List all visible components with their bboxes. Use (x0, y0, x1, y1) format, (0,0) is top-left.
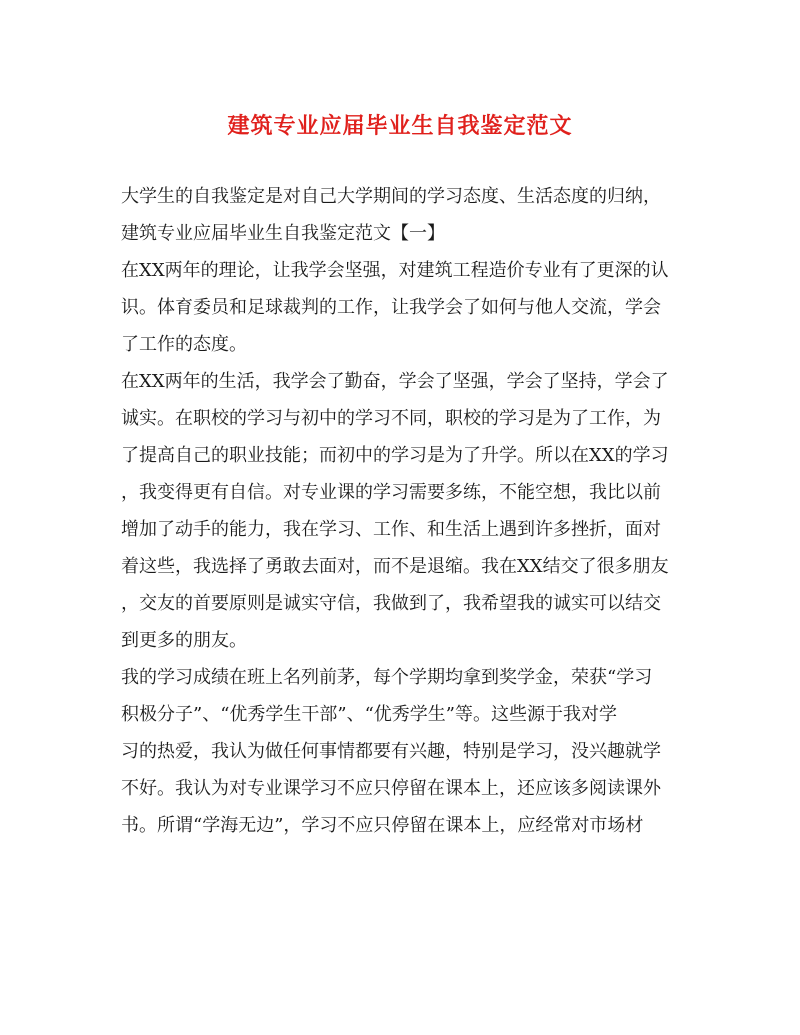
text-line: 不好。我认为对专业课学习不应只停留在课本上，还应该多阅读课外 (121, 778, 661, 799)
text-line: 诚实。在职校的学习与初中的学习不同，职校的学习是为了工作，为 (121, 408, 661, 429)
text-line: 习的热爱，我认为做任何事情都要有兴趣，特别是学习，没兴趣就学 (121, 741, 661, 762)
text-line: 着这些，我选择了勇敢去面对，而不是退缩。我在XX结交了很多朋友 (121, 556, 669, 577)
text-line: 识。体育委员和足球裁判的工作，让我学会了如何与他人交流，学会 (121, 297, 661, 318)
text-line: 在XX两年的理论，让我学会坚强，对建筑工程造价专业有了更深的认 (121, 260, 669, 281)
text-line: 增加了动手的能力，我在学习、工作、和生活上遇到许多挫折，面对 (121, 519, 661, 540)
text-line: 在XX两年的生活，我学会了勤奋，学会了坚强，学会了坚持，学会了 (121, 371, 669, 392)
text-line: 到更多的朋友。 (121, 630, 247, 651)
text-line: 大学生的自我鉴定是对自己大学期间的学习态度、生活态度的归纳， (121, 186, 661, 207)
text-line: ，我变得更有自信。对专业课的学习需要多练，不能空想，我比以前 (121, 482, 661, 503)
text-line: ，交友的首要原则是诚实守信，我做到了，我希望我的诚实可以结交 (121, 593, 661, 614)
text-line: 书。所谓“学海无边”，学习不应只停留在课本上，应经常对市场材 (121, 815, 644, 836)
section-heading: 建筑专业应届毕业生自我鉴定范文【一】 (121, 223, 445, 244)
document-body (121, 178, 681, 844)
document-title: 建筑专业应届毕业生自我鉴定范文 (227, 113, 573, 139)
text-line: 了工作的态度。 (121, 334, 247, 355)
text-line: 了提高自己的职业技能；而初中的学习是为了升学。所以在XX的学习 (121, 445, 669, 466)
text-line: 我的学习成绩在班上名列前茅，每个学期均拿到奖学金，荣获“学习 (121, 667, 653, 688)
text-line: 积极分子”、“优秀学生干部”、“优秀学生”等。这些源于我对学 (121, 704, 618, 725)
